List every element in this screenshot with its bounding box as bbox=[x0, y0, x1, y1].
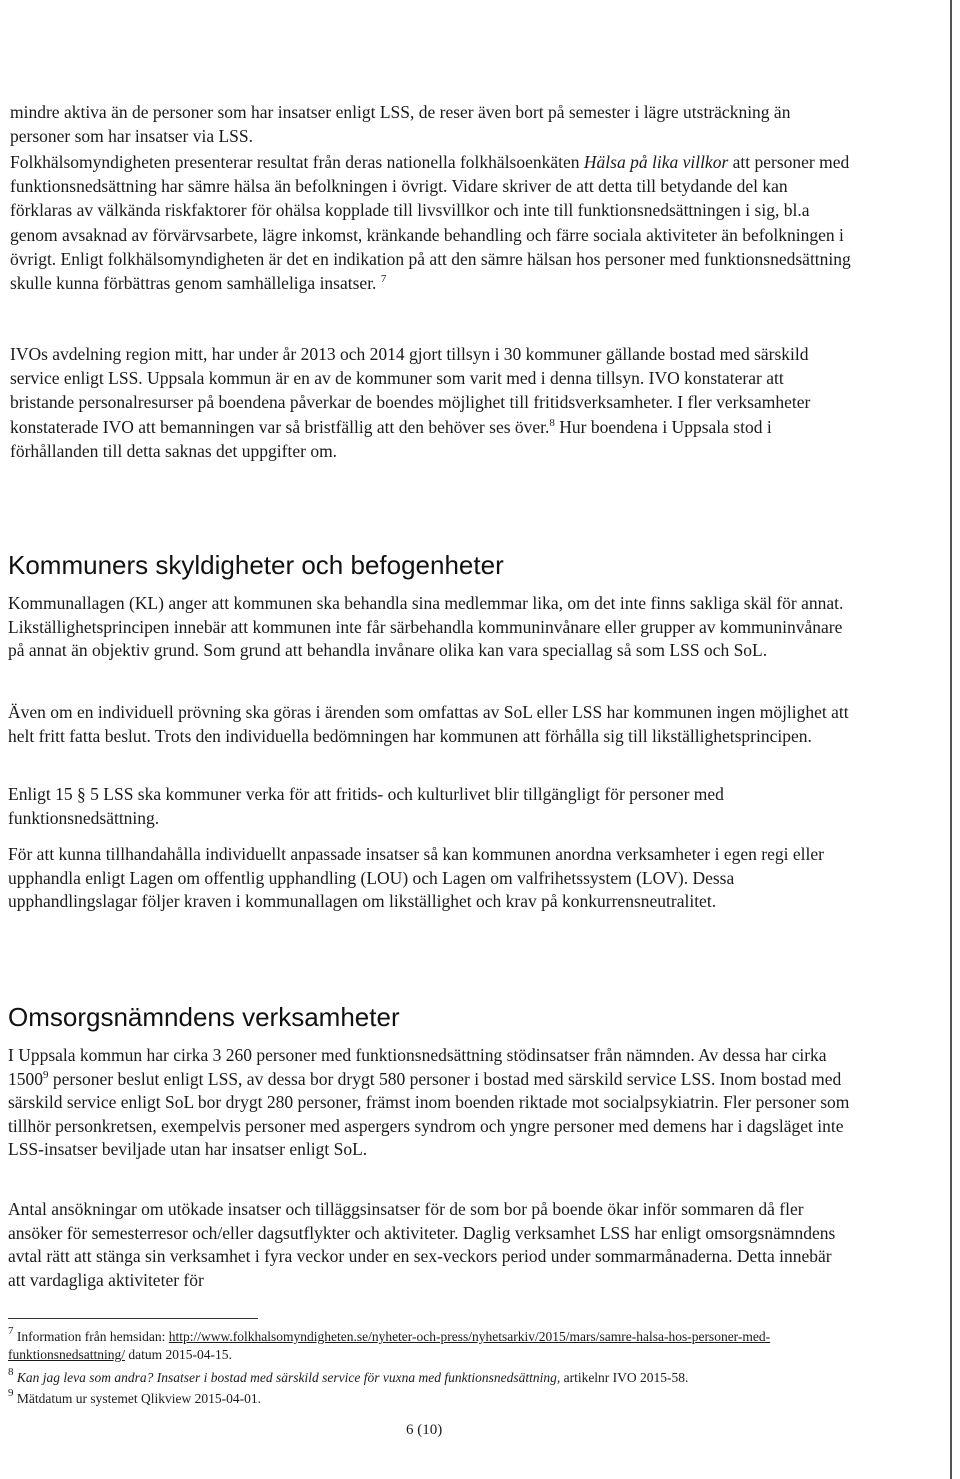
footnote-ref-7: 7 bbox=[380, 273, 387, 286]
intro-paragraph-1: mindre aktiva än de personer som har insatser enligt LSS, de reser även bort på semester i lägre utsträckning än personer som har insatser via LSS. bbox=[10, 102, 791, 147]
page-number: 6 (10) bbox=[406, 1422, 443, 1438]
footnote-9: $^9$ Mätdatum ur systemet Qlikview 2015-04-01. bbox=[8, 1387, 261, 1406]
section-heading-omsorgsnamndens-verksamheter: Omsorgsnämndens verksamheter bbox=[8, 1002, 400, 1032]
footnote-7-link[interactable]: http://www.folkhalsomyndigheten.se/nyheter-och-press/nyhetsarkiv/2015/mars/samre-halsa-hos-personer-med-funktionsnedsattning/ bbox=[8, 1329, 771, 1362]
footnote-separator bbox=[8, 1318, 258, 1319]
section1-paragraph-1: Kommunallagen (KL) anger att kommunen ska behandla sina medlemmar lika, om det inte finns sakliga skäl för annat. Likställighetsprincipen innebär att kommunen inte får särbehandla kommuninvånare eller grupper av kommuninvånare på annat än objektiv grund. Som grund att behandla invånare olika kan vara speciallag så som LSS och SoL. bbox=[8, 593, 844, 661]
footnote-ref-8: 8 bbox=[549, 416, 555, 429]
section2-paragraph-1: I Uppsala kommun har cirka 3 260 personer med funktionsnedsättning stödinsatser från nämnden. Av dessa har cirka 1500$^9$ personer beslut enligt LSS, av dessa bor drygt 580 personer i bostad med särskild service LSS. Inom bostad med särskild service enligt SoL bor drygt 280 personer, främst inom boenden riktade mot socialpsykiatrin. Fler personer som tillhör personkretsen, exempelvis personer med aspergers syndrom och yngre personer med demens har i dagsläget inte LSS-insatser beviljade utan har insatser enligt SoL. bbox=[8, 1045, 850, 1160]
section-heading-kommuners-skyldigheter: Kommuners skyldigheter och befogenheter bbox=[8, 550, 504, 580]
footnote-ref-9: 9 bbox=[43, 1068, 49, 1081]
section2-paragraph-2: Antal ansökningar om utökade insatser och tilläggsinsatser för de som bor på boende ökar inför sommaren då fler ansöker för semesterresor och/eller dagsutflykter och aktiviteter. Daglig verksamhet LSS har enligt omsorgsnämndens avtal rätt att stänga sin verksamhet i fyra veckor under en sex-veckors period under sommarmånaderna. Detta innebär att vardagliga aktiviteter för bbox=[8, 1199, 836, 1290]
footnote-8: $^8$ Kan jag leva som andra? Insatser i bostad med särskild service för vuxna med funktionsnedsättning, artikelnr IVO 2015-58. bbox=[8, 1366, 689, 1385]
intro-paragraph-2: Folkhälsomyndigheten presenterar resultat från deras nationella folkhälsoenkäten Hälsa på lika villkor att personer med funktionsnedsättning har sämre hälsa än befolkningen i övrigt. Vidare skriver de att detta till betydande del kan förklaras av välkända riskfaktorer för ohälsa kopplade till livsvillkor och inte till funktionsnedsättningen i sig, bl.a genom avsaknad av förvärvsarbete, lägre inkomst, kränkande behandling och färre sociala aktiviteter än befolkningen i övrigt. Enligt folkhälsomyndigheten är det en indikation på att den sämre hälsan hos personer med funktionsnedsättning skulle kunna förbättras genom samhälleliga insatser. $^7$ bbox=[10, 152, 851, 294]
intro-paragraph-3: IVOs avdelning region mitt, har under år 2013 och 2014 gjort tillsyn i 30 kommuner gällande bostad med särskild service enligt LSS. Uppsala kommun är en av de kommuner som varit med i denna tillsyn. IVO konstaterar att bristande personalresurser på boendena påverkar de boendes möjlighet till fritidsverksamheter. I fler verksamheter konstaterade IVO att bemanningen var så bristfällig att den behöver ses över.$^8$ Hur boendena i Uppsala stod i förhållanden till detta saknas det uppgifter om. bbox=[10, 344, 811, 461]
section1-paragraph-4: För att kunna tillhandahålla individuellt anpassade insatser så kan kommunen anordna verksamheter i egen regi eller upphandla enligt Lagen om offentlig upphandling (LOU) och Lagen om valfrihetssystem (LOV). Dessa upphandlingslagar följer kraven i kommunallagen om likställighet och krav på konkurrensneutralitet. bbox=[8, 844, 824, 912]
survey-title-italic: Hälsa på lika villkor bbox=[583, 152, 729, 172]
page-edge-line bbox=[950, 0, 952, 1479]
section1-paragraph-3: Enligt 15 § 5 LSS ska kommuner verka för att fritids- och kulturlivet blir tillgängligt för personer med funktionsnedsättning. bbox=[8, 784, 724, 828]
section1-paragraph-2: Även om en individuell prövning ska göras i ärenden som omfattas av SoL eller LSS har kommunen ingen möjlighet att helt fritt fatta beslut. Trots den individuella bedömningen har kommunen att förhålla sig till likställighetsprincipen. bbox=[8, 702, 849, 746]
footnote-7: $^7$ Information från hemsidan: http://www.folkhalsomyndigheten.se/nyheter-och-press/nyhetsarkiv/2015/mars/samre-halsa-hos-personer-med-funktionsnedsattning/ datum 2015-04-15. bbox=[8, 1325, 771, 1362]
